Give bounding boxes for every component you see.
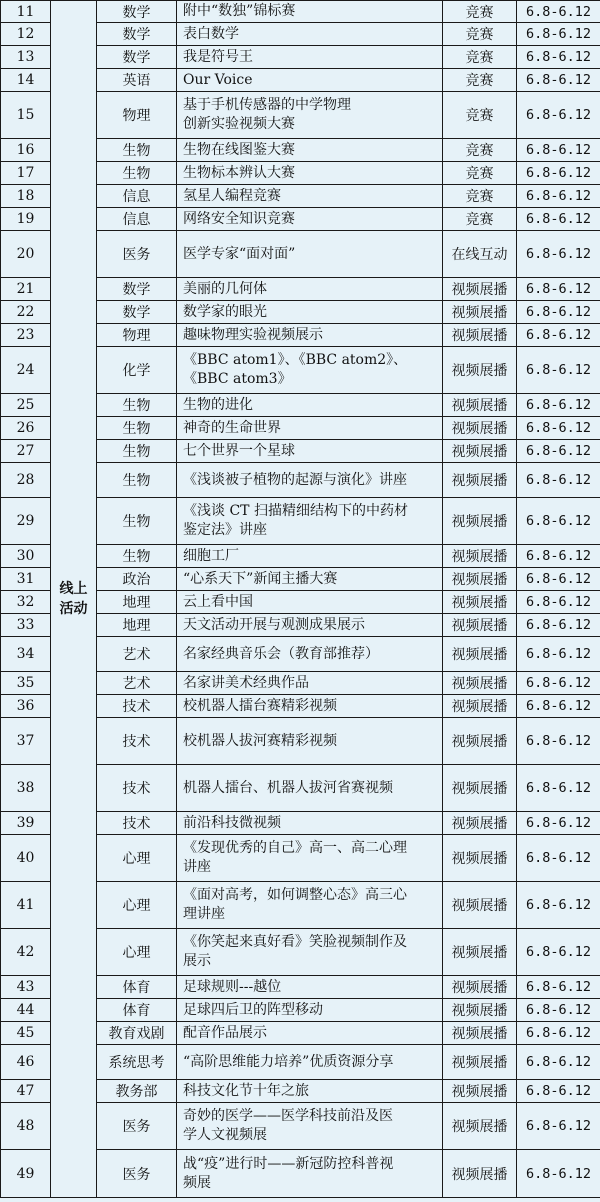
activity-name-cell: 名家讲美术经典作品 <box>177 672 443 695</box>
row-number: 48 <box>1 1103 51 1150</box>
activity-name-cell: 云上看中国 <box>177 591 443 614</box>
activity-name-cell: 我是符号王 <box>177 46 443 69</box>
subject-cell: 信息 <box>97 208 177 231</box>
activity-name-cell: 生物标本辨认大赛 <box>177 162 443 185</box>
activity-type-cell: 竞赛 <box>443 185 517 208</box>
activity-name-cell: 生物在线图鉴大赛 <box>177 139 443 162</box>
activity-type-cell: 视频展播 <box>443 1080 517 1103</box>
row-number: 29 <box>1 498 51 545</box>
activity-type-cell: 视频展播 <box>443 394 517 417</box>
subject-cell: 政治 <box>97 568 177 591</box>
activity-type-cell: 视频展播 <box>443 301 517 324</box>
row-number: 46 <box>1 1045 51 1080</box>
row-number: 40 <box>1 835 51 882</box>
date-range-cell: 6.8-6.12 <box>517 463 600 498</box>
subject-cell: 医务 <box>97 1150 177 1198</box>
date-range-cell: 6.8-6.12 <box>517 185 600 208</box>
date-range-cell: 6.8-6.12 <box>517 765 600 812</box>
subject-cell: 生物 <box>97 440 177 463</box>
row-number: 12 <box>1 23 51 46</box>
subject-cell: 技术 <box>97 812 177 835</box>
activity-type-cell: 视频展播 <box>443 882 517 929</box>
activity-type-cell: 竞赛 <box>443 162 517 185</box>
row-number: 35 <box>1 672 51 695</box>
date-range-cell: 6.8-6.12 <box>517 614 600 637</box>
category-online-activities: 线上 活动 <box>51 1 97 1198</box>
activity-table-body <box>1 1 600 1198</box>
subject-cell: 心理 <box>97 929 177 976</box>
subject-cell: 地理 <box>97 614 177 637</box>
row-number: 45 <box>1 1022 51 1045</box>
activity-name-cell: 足球规则---越位 <box>177 976 443 999</box>
row-number: 33 <box>1 614 51 637</box>
row-number: 37 <box>1 718 51 765</box>
row-number: 26 <box>1 417 51 440</box>
activity-type-cell: 视频展播 <box>443 812 517 835</box>
activity-name-cell: 《发现优秀的自己》高一、高二心理 讲座 <box>177 835 443 882</box>
row-number: 24 <box>1 347 51 394</box>
activity-type-cell: 视频展播 <box>443 463 517 498</box>
row-number: 20 <box>1 231 51 278</box>
date-range-cell: 6.8-6.12 <box>517 278 600 301</box>
activity-type-cell: 视频展播 <box>443 1150 517 1198</box>
activity-type-cell: 视频展播 <box>443 440 517 463</box>
date-range-cell: 6.8-6.12 <box>517 999 600 1022</box>
date-range-cell: 6.8-6.12 <box>517 1045 600 1080</box>
subject-cell: 体育 <box>97 999 177 1022</box>
date-range-cell: 6.8-6.12 <box>517 92 600 139</box>
subject-cell: 系统思考 <box>97 1045 177 1080</box>
activity-type-cell: 竞赛 <box>443 92 517 139</box>
date-range-cell: 6.8-6.12 <box>517 23 600 46</box>
date-range-cell: 6.8-6.12 <box>517 976 600 999</box>
row-number: 41 <box>1 882 51 929</box>
activity-type-cell: 视频展播 <box>443 545 517 568</box>
activity-name-cell: 校机器人擂台赛精彩视频 <box>177 695 443 718</box>
activity-type-cell: 视频展播 <box>443 976 517 999</box>
activity-name-cell: 细胞工厂 <box>177 545 443 568</box>
activity-name-cell: 数学家的眼光 <box>177 301 443 324</box>
subject-cell: 艺术 <box>97 637 177 672</box>
row-number: 27 <box>1 440 51 463</box>
activity-name-cell: 《浅谈 CT 扫描精细结构下的中药材 鉴定法》讲座 <box>177 498 443 545</box>
date-range-cell: 6.8-6.12 <box>517 695 600 718</box>
subject-cell: 数学 <box>97 301 177 324</box>
activity-type-cell: 视频展播 <box>443 929 517 976</box>
activity-type-cell: 视频展播 <box>443 347 517 394</box>
date-range-cell: 6.8-6.12 <box>517 69 600 92</box>
activity-name-cell: 表白数学 <box>177 23 443 46</box>
date-range-cell: 6.8-6.12 <box>517 417 600 440</box>
date-range-cell: 6.8-6.12 <box>517 835 600 882</box>
row-number: 42 <box>1 929 51 976</box>
date-range-cell: 6.8-6.12 <box>517 1022 600 1045</box>
activity-type-cell: 视频展播 <box>443 591 517 614</box>
activity-type-cell: 竞赛 <box>443 139 517 162</box>
date-range-cell: 6.8-6.12 <box>517 347 600 394</box>
subject-cell: 生物 <box>97 498 177 545</box>
activity-type-cell: 竞赛 <box>443 46 517 69</box>
subject-cell: 生物 <box>97 394 177 417</box>
activity-name-cell: 趣味物理实验视频展示 <box>177 324 443 347</box>
date-range-cell: 6.8-6.12 <box>517 440 600 463</box>
date-range-cell: 6.8-6.12 <box>517 812 600 835</box>
row-number: 44 <box>1 999 51 1022</box>
row-number: 31 <box>1 568 51 591</box>
date-range-cell: 6.8-6.12 <box>517 882 600 929</box>
activity-name-cell: 校机器人拔河赛精彩视频 <box>177 718 443 765</box>
subject-cell: 生物 <box>97 139 177 162</box>
date-range-cell: 6.8-6.12 <box>517 929 600 976</box>
activity-name-cell: 基于手机传感器的中学物理 创新实验视频大赛 <box>177 92 443 139</box>
subject-cell: 医务 <box>97 1103 177 1150</box>
subject-cell: 生物 <box>97 417 177 440</box>
date-range-cell: 6.8-6.12 <box>517 231 600 278</box>
subject-cell: 教育戏剧 <box>97 1022 177 1045</box>
date-range-cell: 6.8-6.12 <box>517 718 600 765</box>
subject-cell: 信息 <box>97 185 177 208</box>
activity-name-cell: 配音作品展示 <box>177 1022 443 1045</box>
row-number: 21 <box>1 278 51 301</box>
activity-name-cell: Our Voice <box>177 69 443 92</box>
row-number: 18 <box>1 185 51 208</box>
activity-name-cell: 前沿科技微视频 <box>177 812 443 835</box>
activity-type-cell: 视频展播 <box>443 417 517 440</box>
row-number: 34 <box>1 637 51 672</box>
activity-type-cell: 竞赛 <box>443 69 517 92</box>
activity-name-cell: 《面对高考，如何调整心态》高三心 理讲座 <box>177 882 443 929</box>
activity-name-cell: 科技文化节十年之旅 <box>177 1080 443 1103</box>
row-number: 16 <box>1 139 51 162</box>
row-number: 25 <box>1 394 51 417</box>
row-number: 19 <box>1 208 51 231</box>
activity-name-cell: “高阶思维能力培养”优质资源分享 <box>177 1045 443 1080</box>
row-number: 13 <box>1 46 51 69</box>
activity-type-cell: 竞赛 <box>443 23 517 46</box>
subject-cell: 化学 <box>97 347 177 394</box>
subject-cell: 数学 <box>97 1 177 23</box>
activity-name-cell: 氢星人编程竞赛 <box>177 185 443 208</box>
row-number: 30 <box>1 545 51 568</box>
activity-name-cell: 名家经典音乐会（教育部推荐） <box>177 637 443 672</box>
row-number: 17 <box>1 162 51 185</box>
activity-name-cell: 《BBC atom1》、《BBC atom2》、 《BBC atom3》 <box>177 347 443 394</box>
subject-cell: 物理 <box>97 92 177 139</box>
row-number: 39 <box>1 812 51 835</box>
date-range-cell: 6.8-6.12 <box>517 324 600 347</box>
activity-type-cell: 视频展播 <box>443 614 517 637</box>
subject-cell: 教务部 <box>97 1080 177 1103</box>
row-number: 14 <box>1 69 51 92</box>
activity-name-cell: 《浅谈被子植物的起源与演化》讲座 <box>177 463 443 498</box>
date-range-cell: 6.8-6.12 <box>517 394 600 417</box>
subject-cell: 技术 <box>97 695 177 718</box>
activity-name-cell: 生物的进化 <box>177 394 443 417</box>
activity-name-cell: 七个世界一个星球 <box>177 440 443 463</box>
row-number: 47 <box>1 1080 51 1103</box>
row-number: 49 <box>1 1150 51 1198</box>
subject-cell: 英语 <box>97 69 177 92</box>
row-number: 11 <box>1 1 51 23</box>
activity-type-cell: 视频展播 <box>443 568 517 591</box>
subject-cell: 技术 <box>97 718 177 765</box>
row-number: 23 <box>1 324 51 347</box>
activity-type-cell: 视频展播 <box>443 718 517 765</box>
subject-cell: 地理 <box>97 591 177 614</box>
subject-cell: 心理 <box>97 835 177 882</box>
subject-cell: 数学 <box>97 278 177 301</box>
subject-cell: 物理 <box>97 324 177 347</box>
date-range-cell: 6.8-6.12 <box>517 139 600 162</box>
date-range-cell: 6.8-6.12 <box>517 637 600 672</box>
activity-type-cell: 视频展播 <box>443 1022 517 1045</box>
activity-type-cell: 视频展播 <box>443 324 517 347</box>
activity-name-cell: 天文活动开展与观测成果展示 <box>177 614 443 637</box>
activity-name-cell: 神奇的生命世界 <box>177 417 443 440</box>
row-number: 36 <box>1 695 51 718</box>
date-range-cell: 6.8-6.12 <box>517 1 600 23</box>
activity-type-cell: 在线互动 <box>443 231 517 278</box>
date-range-cell: 6.8-6.12 <box>517 162 600 185</box>
activity-name-cell: 机器人擂台、机器人拔河省赛视频 <box>177 765 443 812</box>
activity-name-cell: 《你笑起来真好看》笑脸视频制作及 展示 <box>177 929 443 976</box>
subject-cell: 生物 <box>97 162 177 185</box>
activity-name-cell: 医学专家“面对面” <box>177 231 443 278</box>
activity-type-cell: 竞赛 <box>443 208 517 231</box>
activity-type-cell: 视频展播 <box>443 695 517 718</box>
subject-cell: 数学 <box>97 46 177 69</box>
subject-cell: 医务 <box>97 231 177 278</box>
activity-type-cell: 竞赛 <box>443 1 517 23</box>
row-number: 15 <box>1 92 51 139</box>
date-range-cell: 6.8-6.12 <box>517 545 600 568</box>
date-range-cell: 6.8-6.12 <box>517 591 600 614</box>
subject-cell: 心理 <box>97 882 177 929</box>
date-range-cell: 6.8-6.12 <box>517 46 600 69</box>
date-range-cell: 6.8-6.12 <box>517 1080 600 1103</box>
subject-cell: 艺术 <box>97 672 177 695</box>
subject-cell: 技术 <box>97 765 177 812</box>
activity-name-cell: 足球四后卫的阵型移动 <box>177 999 443 1022</box>
date-range-cell: 6.8-6.12 <box>517 1103 600 1150</box>
activity-type-cell: 视频展播 <box>443 765 517 812</box>
date-range-cell: 6.8-6.12 <box>517 1150 600 1198</box>
activity-type-cell: 视频展播 <box>443 278 517 301</box>
date-range-cell: 6.8-6.12 <box>517 672 600 695</box>
row-number: 32 <box>1 591 51 614</box>
activity-name-cell: 战“疫”进行时——新冠防控科普视 频展 <box>177 1150 443 1198</box>
activity-type-cell: 视频展播 <box>443 672 517 695</box>
activity-type-cell: 视频展播 <box>443 637 517 672</box>
subject-cell: 体育 <box>97 976 177 999</box>
activity-type-cell: 视频展播 <box>443 498 517 545</box>
activity-type-cell: 视频展播 <box>443 999 517 1022</box>
activity-name-cell: 附中“数独”锦标赛 <box>177 1 443 23</box>
subject-cell: 数学 <box>97 23 177 46</box>
row-number: 28 <box>1 463 51 498</box>
activity-name-cell: “心系天下”新闻主播大赛 <box>177 568 443 591</box>
row-number: 38 <box>1 765 51 812</box>
activity-type-cell: 视频展播 <box>443 835 517 882</box>
date-range-cell: 6.8-6.12 <box>517 208 600 231</box>
activity-type-cell: 视频展播 <box>443 1045 517 1080</box>
date-range-cell: 6.8-6.12 <box>517 498 600 545</box>
activity-name-cell: 网络安全知识竞赛 <box>177 208 443 231</box>
subject-cell: 生物 <box>97 463 177 498</box>
row-number: 43 <box>1 976 51 999</box>
activity-type-cell: 视频展播 <box>443 1103 517 1150</box>
table-row <box>1 1 600 23</box>
row-number: 22 <box>1 301 51 324</box>
activity-name-cell: 美丽的几何体 <box>177 278 443 301</box>
date-range-cell: 6.8-6.12 <box>517 301 600 324</box>
subject-cell: 生物 <box>97 545 177 568</box>
date-range-cell: 6.8-6.12 <box>517 568 600 591</box>
activity-name-cell: 奇妙的医学——医学科技前沿及医 学人文视频展 <box>177 1103 443 1150</box>
